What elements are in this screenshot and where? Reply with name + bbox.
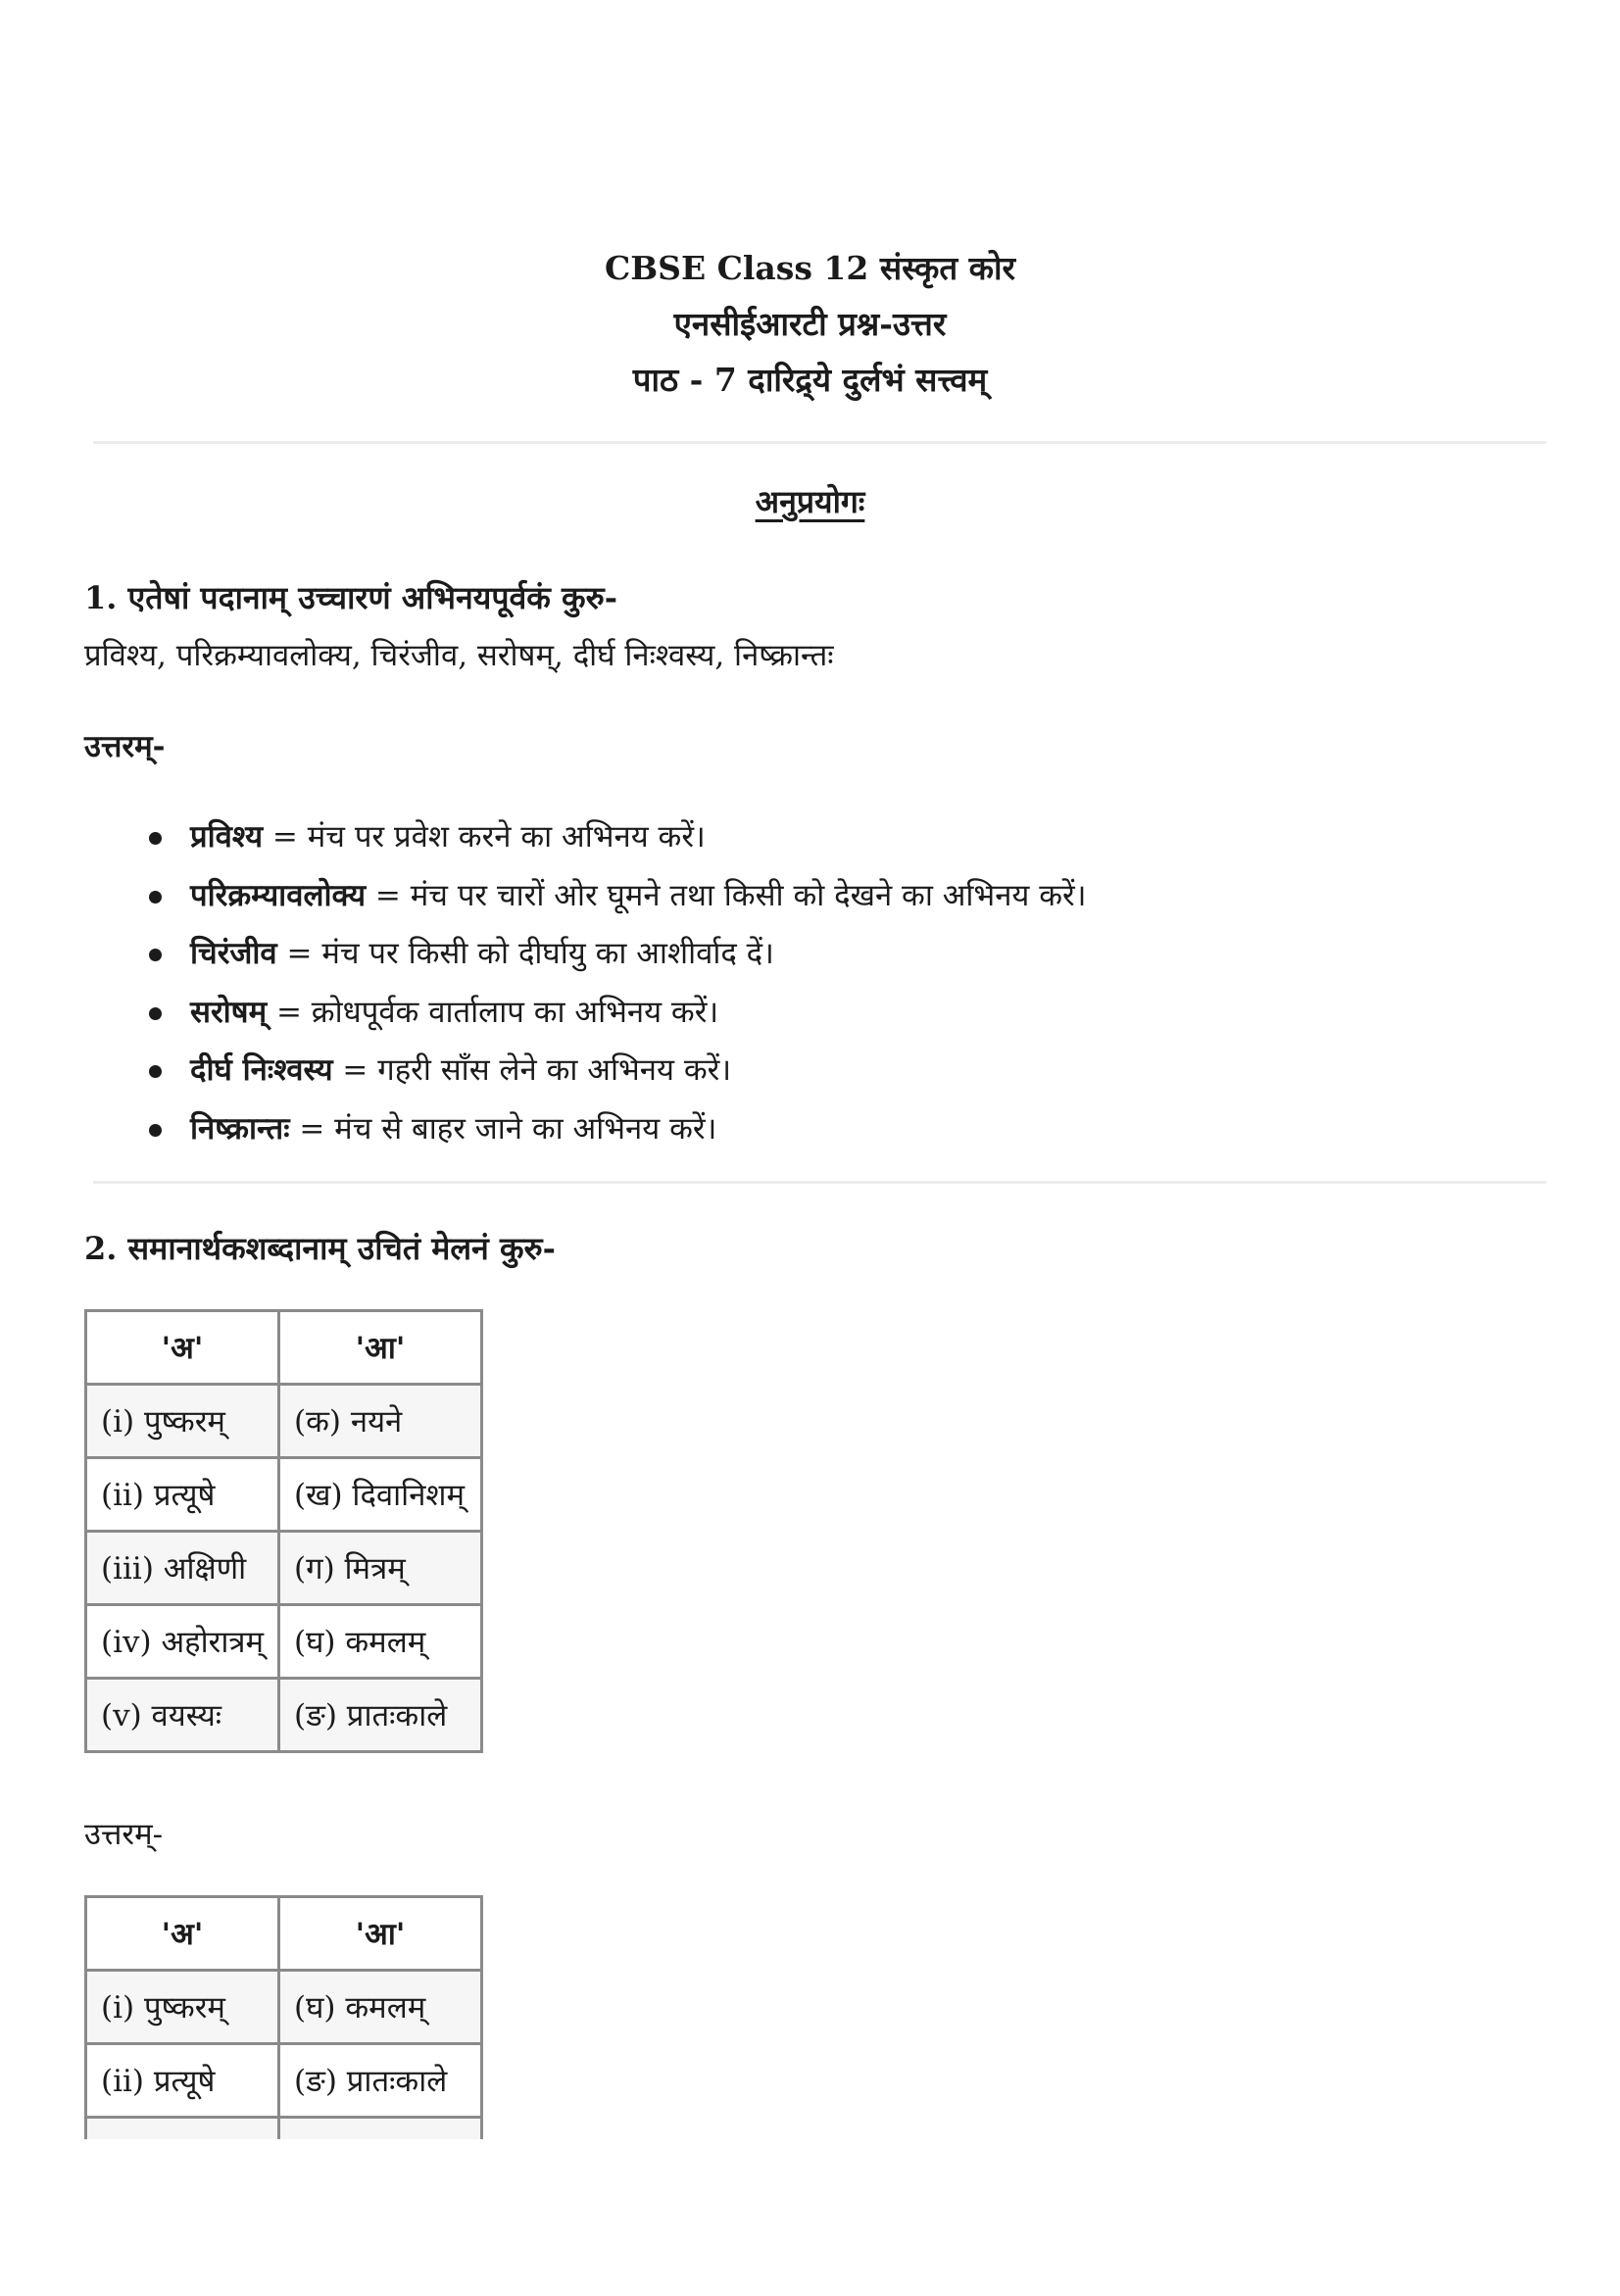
table-header-row [86,1897,482,1971]
divider-top [93,441,1546,444]
table-cell: (i) पुष्करम् [86,1971,279,2044]
list-item: परिक्रम्यावलोक्य = मंच पर चारों ओर घूमने तथा किसी को देखने का अभिनय करें। [147,867,1086,926]
bullet-icon [149,949,162,961]
matching-table [84,1309,483,1753]
table-row [86,1679,482,1752]
bullet-icon [149,1007,162,1020]
table-row [86,1605,482,1679]
question-1: 1. एतेषां पदानाम् उच्चारणं अभिनयपूर्वकं कुरु- [84,579,617,616]
table-cell: (ङ) प्रातःकाले [279,1679,482,1752]
list-item: चिरंजीव = मंच पर किसी को दीर्घायु का आशीर्वाद दें। [147,925,1086,984]
question-2-answer-label: उत्तरम्- [84,1817,164,1852]
table-header-cell: 'अ' [86,1897,279,1971]
list-item: निष्क्रान्तः = मंच से बाहर जाने का अभिनय करें। [147,1100,1086,1159]
section-title: अनुप्रयोगः [755,483,865,520]
table-cell: (क) नयने [279,1385,482,1458]
bullet-icon [149,1124,162,1137]
table-row [86,1458,482,1532]
table-cell: (घ) कमलम् [279,1971,482,2044]
question-2: 2. समानार्थकशब्दानाम् उचितं मेलनं कुरु- [84,1230,556,1267]
table-cell: (ख) दिवानिशम् [279,1458,482,1532]
table-cell: (i) पुष्करम् [86,1385,279,1458]
table-header-cell: 'अ' [86,1311,279,1385]
table-cell: (ii) प्रत्यूषे [86,2044,279,2118]
document-header [0,240,1620,408]
table-row [86,1385,482,1458]
table-header-row [86,1311,482,1385]
table-header-cell: 'आ' [279,1897,482,1971]
header-subtitle: एनसीईआरटी प्रश्न-उत्तर [673,305,947,343]
list-item: सरोषम् = क्रोधपूर्वक वार्तालाप का अभिनय करें। [147,984,1086,1043]
table-cell: (iv) अहोरात्रम् [86,1605,279,1679]
answer-1-list [147,808,1086,1158]
divider-middle [93,1181,1546,1184]
bullet-icon [149,891,162,904]
list-item: दीर्घ निःश्वस्य = गहरी साँस लेने का अभिनय करें। [147,1042,1086,1100]
page-cutoff [78,2139,568,2296]
table-cell: (घ) कमलम् [279,1605,482,1679]
table-cell: (ग) मित्रम् [279,1532,482,1605]
table-cell: (iii) अक्षिणी [86,1532,279,1605]
header-title: CBSE Class 12 संस्कृत कोर [604,249,1016,287]
table-header-cell: 'आ' [279,1311,482,1385]
bullet-icon [149,832,162,845]
table-row [86,1532,482,1605]
table-cell: (ङ) प्रातःकाले [279,2044,482,2118]
table-row [86,1971,482,2044]
table-cell: (ii) प्रत्यूषे [86,1458,279,1532]
table-row [86,2044,482,2118]
table-cell: (v) वयस्यः [86,1679,279,1752]
question-1-words: प्रविश्य, परिक्रम्यावलोक्य, चिरंजीव, सरोषम्, दीर्घ निःश्वस्य, निष्क्रान्तः [84,638,834,673]
question-1-answer-label: उत्तरम्- [84,729,166,764]
header-lesson: पाठ - 7 दारिद्र्ये दुर्लभं सत्त्वम् [632,361,988,399]
bullet-icon [149,1065,162,1078]
list-item: प्रविश्य = मंच पर प्रवेश करने का अभिनय करें। [147,808,1086,867]
